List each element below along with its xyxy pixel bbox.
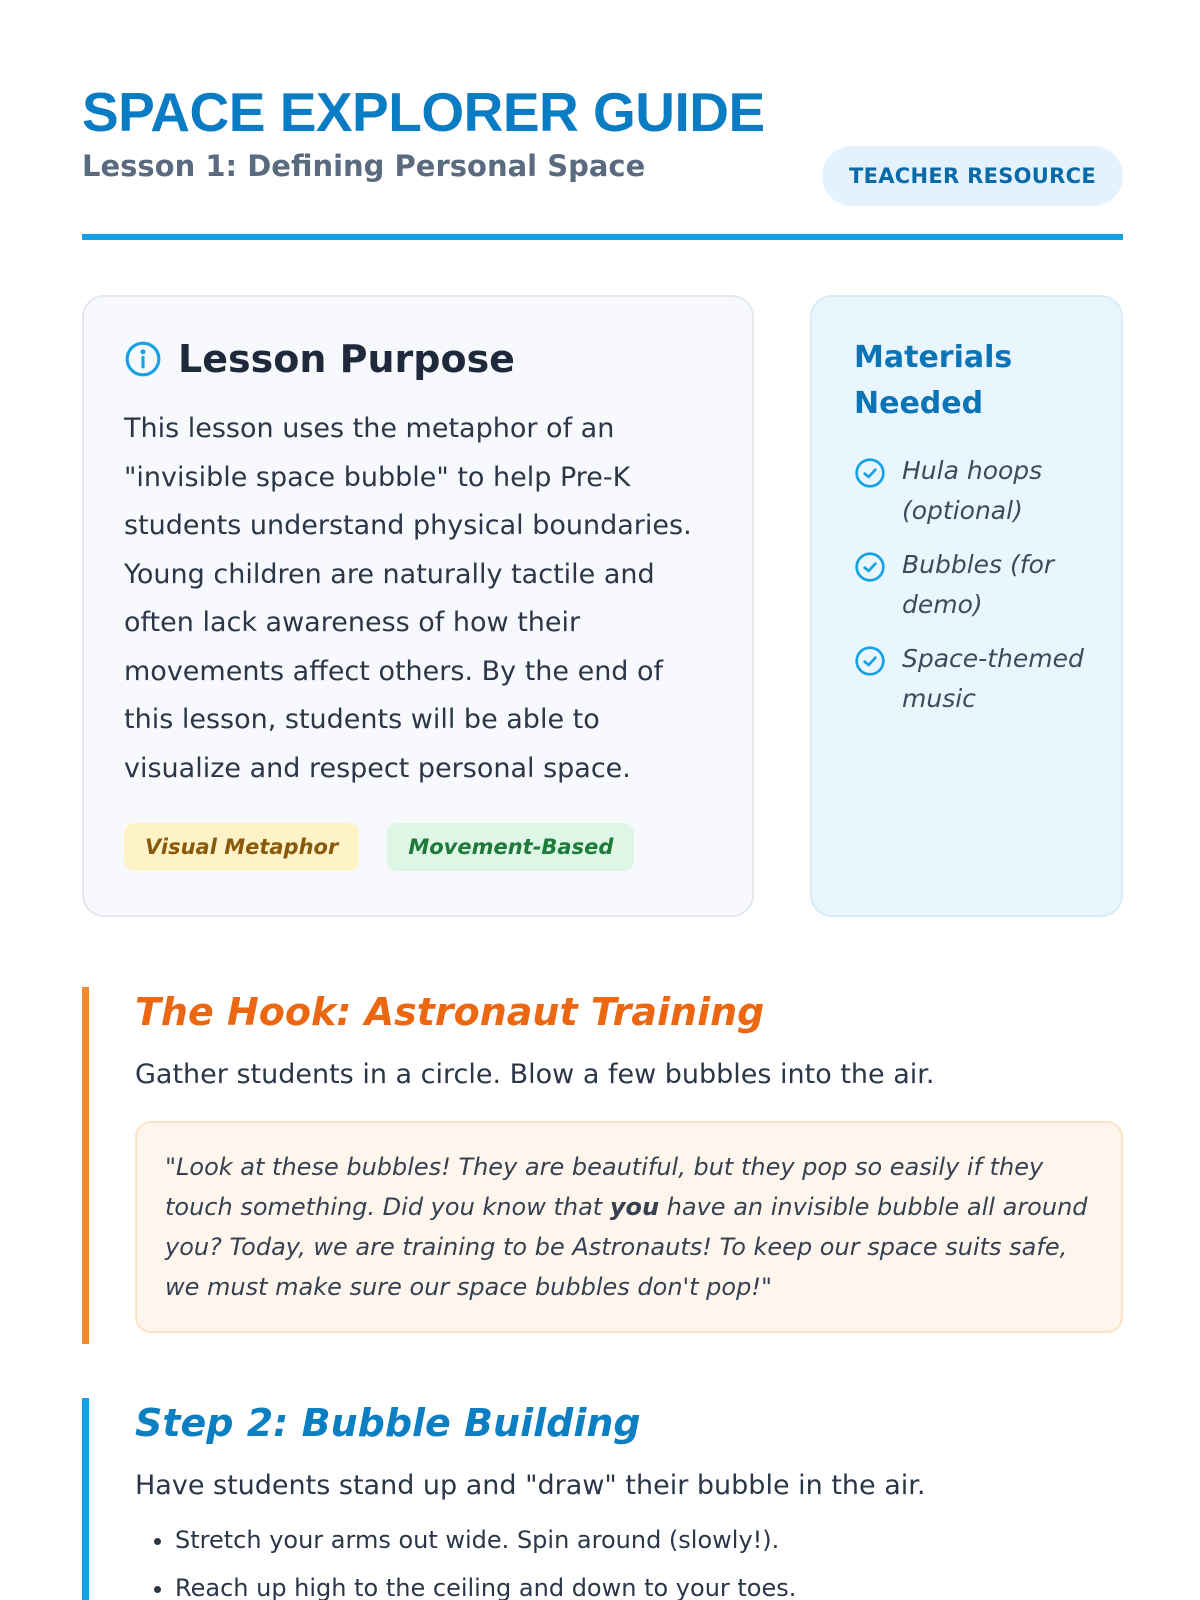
lesson-subtitle: Lesson 1: Defining Personal Space (82, 149, 646, 183)
tag-movement-based: Movement-Based (387, 823, 634, 871)
hook-title: The Hook: Astronaut Training (135, 990, 765, 1034)
step2-instructions: Have students stand up and "draw" their bubble in the air. (135, 1470, 926, 1501)
page-header (82, 78, 1123, 186)
material-label: Space-themed music (902, 644, 1084, 713)
hook-section (82, 987, 1123, 1344)
teacher-resource-badge: TEACHER RESOURCE (822, 146, 1123, 206)
lesson-purpose-title: Lesson Purpose (178, 337, 515, 381)
step2-list (135, 1516, 1123, 1600)
quote-text-end: have an invisible bubble all around you? Today, we are training to be Astronauts! To keep our space suits safe, we must make sure our space bubbles don't pop!" (165, 1193, 1088, 1301)
material-label: Hula hoops (optional) (902, 456, 1043, 525)
hook-script-quote (135, 1121, 1123, 1333)
list-item (854, 545, 1091, 625)
materials-list (854, 451, 1091, 719)
lesson-tags (124, 823, 712, 871)
step2-section (82, 1398, 1123, 1600)
lesson-purpose-text: This lesson uses the metaphor of an "invisible space bubble" to help Pre-K students understand physical boundaries. Young children are naturally tactile and often lack awareness of how their movements affect others. By the end of this lesson, students will be able to visualize and respect personal space. (124, 413, 692, 784)
materials-card (810, 295, 1123, 917)
hook-instructions: Gather students in a circle. Blow a few bubbles into the air. (135, 1059, 935, 1090)
lesson-purpose-header (124, 337, 712, 381)
info-icon (124, 340, 162, 378)
step2-title: Step 2: Bubble Building (135, 1401, 641, 1445)
tag-visual-metaphor: Visual Metaphor (124, 823, 359, 871)
list-item: • Reach up high to the ceiling and down to your toes. (175, 1564, 1123, 1600)
materials-title: Materials Needed (854, 340, 1013, 421)
check-circle-icon (854, 645, 886, 677)
list-item (854, 639, 1091, 719)
quote-text-start: "Look at these bubbles! They are beautiful, but they pop so easily if they touch something. Did you know that (165, 1153, 1044, 1221)
list-item (854, 451, 1091, 531)
check-circle-icon (854, 457, 886, 489)
lesson-purpose-card (82, 295, 754, 917)
material-label: Bubbles (for demo) (902, 550, 1055, 619)
check-circle-icon (854, 551, 886, 583)
quote-emphasis: you (609, 1193, 660, 1221)
list-item: • Stretch your arms out wide. Spin around (slowly!). (175, 1516, 1123, 1564)
page-title: SPACE EXPLORER GUIDE (82, 81, 765, 143)
header-divider (82, 234, 1123, 240)
